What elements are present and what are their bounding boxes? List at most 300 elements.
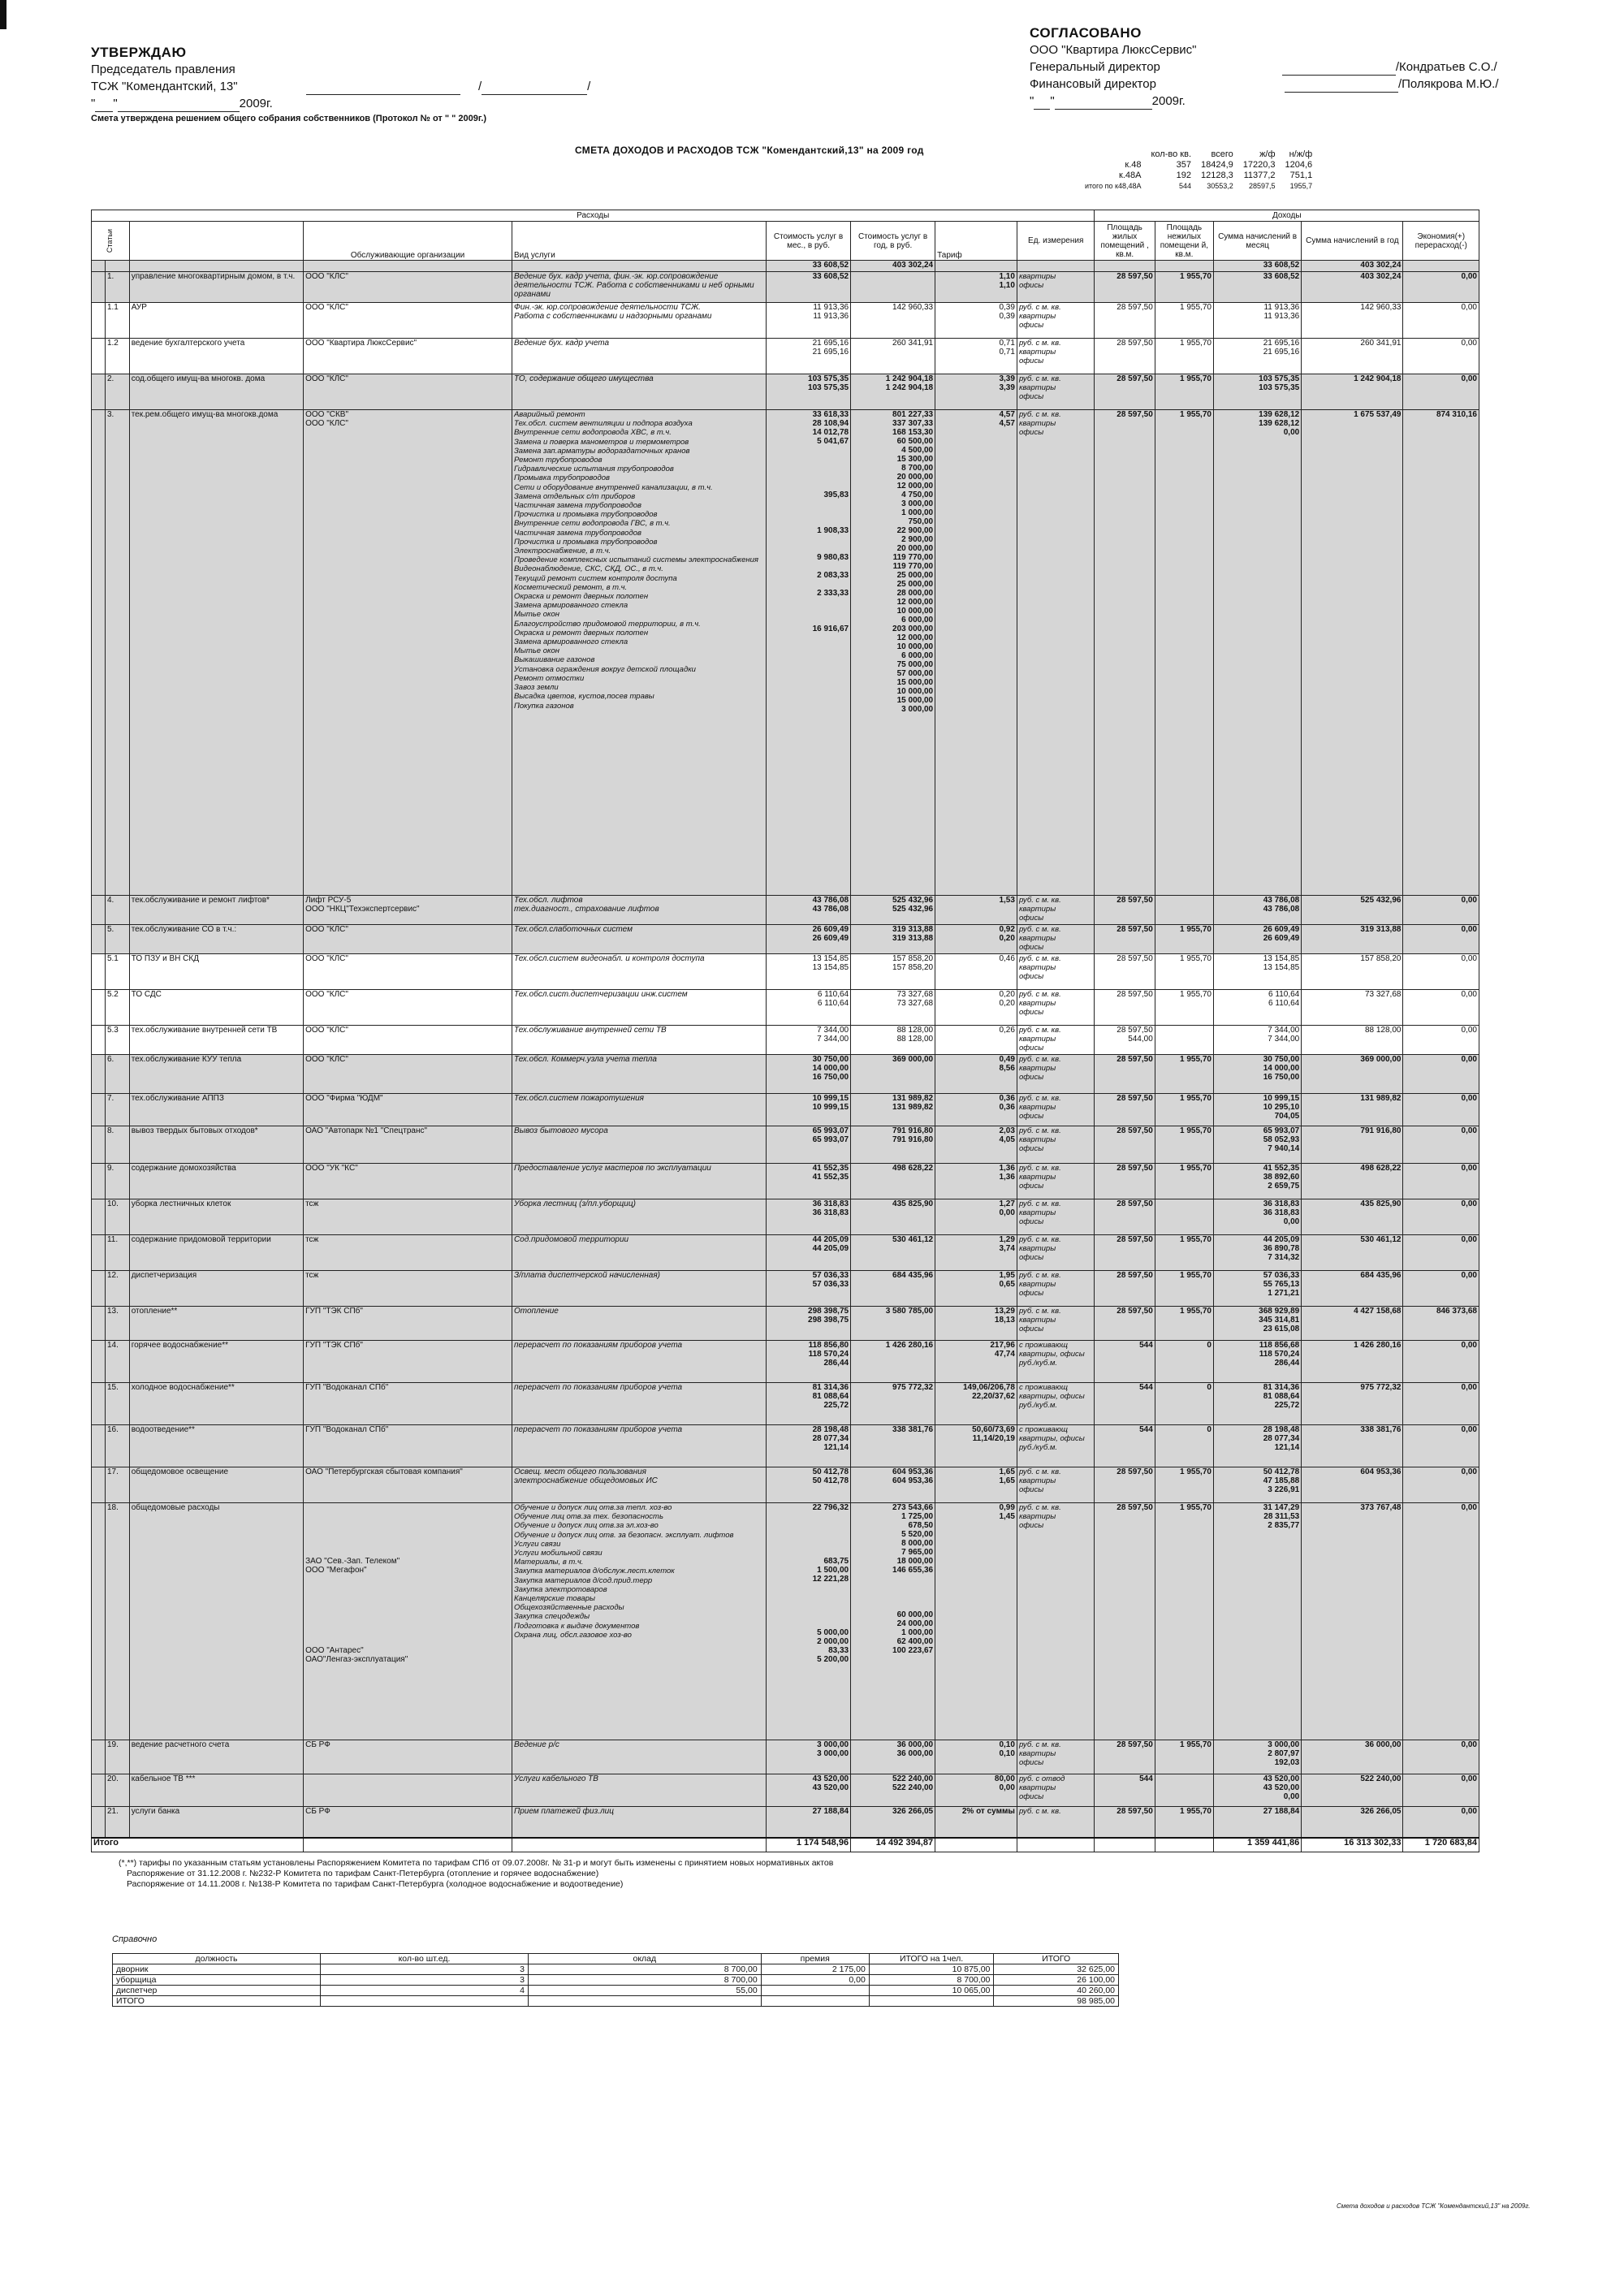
unit-of-measure: руб. с м. кв. квартиры офисы [1017,1235,1095,1271]
sum-year: 36 000,00 [1302,1740,1403,1774]
org-name: ОАО "Автопарк №1 "Спецтранс" [304,1126,512,1164]
area-residential: 28 597,50 [1095,1094,1155,1126]
article-name: ТО СДС [129,990,303,1026]
area-residential [1095,261,1155,272]
tariff-value: 0,10 0,10 [935,1740,1017,1774]
article-name: вывоз твердых бытовых отходов* [129,1126,303,1164]
economy-value: 0,00 [1403,1271,1479,1307]
cost-year: 530 461,12 [851,1235,935,1271]
cost-month: 118 856,80 118 570,24 286,44 [767,1341,851,1383]
economy-value: 0,00 [1403,1235,1479,1271]
cost-month: 57 036,33 57 036,33 [767,1271,851,1307]
org-name: ЗАО "Сев.-Зап. Телеком" ООО "Мегафон" ООО "Антарес" ОАО"Ленгаз-эксплуатация" [304,1503,512,1740]
area-nonresidential: 1 955,70 [1155,374,1213,410]
area-nonresidential [1155,1026,1213,1055]
cost-year: 791 916,80 791 916,80 [851,1126,935,1164]
num-marker [92,1740,106,1774]
tariff-value: 0,20 0,20 [935,990,1017,1026]
header-cost-month: Стоимость услуг в мес., в руб. [767,222,851,261]
area-nonresidential: 1 955,70 [1155,1164,1213,1199]
tariff-value: 1,29 3,74 [935,1235,1017,1271]
area-nonresidential: 1 955,70 [1155,954,1213,990]
approve-block-left [91,44,676,112]
service-description: Фин.-эк. юр.сопровождение деятельности ТСЖ. Работа с собственниками и надзорными органами [512,303,766,339]
num-marker [92,410,106,896]
tariff-value: 50,60/73,69 11,14/20,19 [935,1425,1017,1467]
group-expenses: Расходы [92,210,1095,222]
table-row [92,1341,1479,1383]
unit-of-measure: руб. с м. кв. [1017,1807,1095,1838]
total-label: Итого [92,1838,304,1852]
approval-note: Смета утверждена решением общего собрания собственников (Протокол № от " " 2009г.) [91,114,487,123]
economy-value: 0,00 [1403,1026,1479,1055]
economy-value: 874 310,16 [1403,410,1479,896]
article-number: 9. [105,1164,129,1199]
area-nonresidential: 1 955,70 [1155,272,1213,303]
org-name: ООО "КЛС" [304,272,512,303]
economy-value: 846 373,68 [1403,1307,1479,1341]
article-name: управление многоквартирным домом, в т.ч. [129,272,303,303]
area-residential: 28 597,50 [1095,272,1155,303]
sum-year: 373 767,48 [1302,1503,1403,1740]
area-residential: 28 597,50 [1095,1126,1155,1164]
area-nonresidential: 0 [1155,1383,1213,1425]
cost-year: 498 628,22 [851,1164,935,1199]
economy-value: 0,00 [1403,1199,1479,1235]
cost-year: 684 435,96 [851,1271,935,1307]
sum-year: 1 242 904,18 [1302,374,1403,410]
sum-month: 28 198,48 28 077,34 121,14 [1213,1425,1301,1467]
sum-month: 11 913,36 11 913,36 [1213,303,1301,339]
article-name: сод.общего имущ-ва многокв. дома [129,374,303,410]
cost-year: 319 313,88 319 313,88 [851,925,935,954]
area-residential: 28 597,50 [1095,990,1155,1026]
tariff-value: 217,96 47,74 [935,1341,1017,1383]
approve-line-1: Председатель правления [91,63,235,76]
table-row [92,339,1479,374]
table-row [92,1467,1479,1503]
area-residential: 28 597,50 [1095,896,1155,925]
sum-month: 21 695,16 21 695,16 [1213,339,1301,374]
table-row [92,1383,1479,1425]
cost-month: 65 993,07 65 993,07 [767,1126,851,1164]
article-number: 10. [105,1199,129,1235]
table-row [92,1807,1479,1838]
org-name: ГУП "ТЭК СПб" [304,1341,512,1383]
cost-month: 43 520,00 43 520,00 [767,1774,851,1807]
sum-month: 368 929,89 345 314,81 23 615,08 [1213,1307,1301,1341]
article-number: 16. [105,1425,129,1467]
sum-month: 118 856,68 118 570,24 286,44 [1213,1341,1301,1383]
tariff-value: 1,10 1,10 [935,272,1017,303]
budget-table [91,210,1479,1852]
cost-month: 44 205,09 44 205,09 [767,1235,851,1271]
approve-block-right [1030,24,1533,110]
article-number: 5.3 [105,1026,129,1055]
economy-value: 0,00 [1403,990,1479,1026]
reference-title: Справочно [112,1934,158,1944]
ref-row: ИТОГО 98 985,00 [113,1996,1119,2007]
sum-year: 530 461,12 [1302,1235,1403,1271]
unit-of-measure: руб. с м. кв. квартиры офисы [1017,1740,1095,1774]
area-residential: 28 597,50 [1095,1055,1155,1094]
area-residential: 28 597,50 [1095,339,1155,374]
org-name: ООО "КЛС" [304,1026,512,1055]
sum-year: 525 432,96 [1302,896,1403,925]
org-name: ООО "КЛС" [304,990,512,1026]
service-description [512,261,766,272]
cost-month: 22 796,32 683,75 1 500,00 12 221,28 5 000,00 2 000,00 83,33 5 200,00 [767,1503,851,1740]
tariff-value: 0,49 8,56 [935,1055,1017,1094]
unit-of-measure: руб. с м. кв. квартиры офисы [1017,990,1095,1026]
article-name: ведение расчетного счета [129,1740,303,1774]
sum-month: 3 000,00 2 807,97 192,03 [1213,1740,1301,1774]
sum-month: 103 575,35 103 575,35 [1213,374,1301,410]
num-marker [92,1094,106,1126]
num-marker [92,1235,106,1271]
economy-value: 0,00 [1403,303,1479,339]
unit-of-measure: руб. с м. кв. квартиры офисы [1017,925,1095,954]
economy-value: 0,00 [1403,1807,1479,1838]
article-name: общедомовое освещение [129,1467,303,1503]
area-residential: 28 597,50 [1095,374,1155,410]
signature-line [306,83,460,95]
cost-month: 41 552,35 41 552,35 [767,1164,851,1199]
sum-year: 319 313,88 [1302,925,1403,954]
tariff-value: 1,95 0,65 [935,1271,1017,1307]
unit-of-measure: руб. с м. кв. квартиры офисы [1017,339,1095,374]
org-name: Лифт РСУ-5 ООО "НКЦ"Техэкспертсервис" [304,896,512,925]
table-row [92,1164,1479,1199]
article-name: тек.обслуживание и ремонт лифтов* [129,896,303,925]
unit-of-measure: руб. с м. кв. квартиры офисы [1017,1055,1095,1094]
article-number: 2. [105,374,129,410]
cost-year: 369 000,00 [851,1055,935,1094]
num-marker [92,990,106,1026]
cost-month: 11 913,36 11 913,36 [767,303,851,339]
article-name [129,261,303,272]
agree-line-2: Генеральный директор /Кондратьев С.О./ [1030,60,1497,74]
economy-value: 0,00 [1403,896,1479,925]
org-name: ООО "СКВ" ООО "КЛС" [304,410,512,896]
sum-year: 326 266,05 [1302,1807,1403,1838]
area-residential: 28 597,50 [1095,303,1155,339]
service-description: Тех.обсл. Коммерч.узла учета тепла [512,1055,766,1094]
tariff-value: 0,99 1,45 [935,1503,1017,1740]
sum-month: 31 147,29 28 311,53 2 835,77 [1213,1503,1301,1740]
table-row [92,261,1479,272]
org-name: ООО "УК "КС" [304,1164,512,1199]
cost-year: 142 960,33 [851,303,935,339]
cost-month: 298 398,75 298 398,75 [767,1307,851,1341]
tariff-value: 0,71 0,71 [935,339,1017,374]
footnote: Распоряжение от 31.12.2008 г. №232-Р Комитета по тарифам Санкт-Петербурга (отопление и горячее водоснабжение) [127,1869,599,1878]
cost-year: 525 432,96 525 432,96 [851,896,935,925]
table-row [92,1774,1479,1807]
article-name: услуги банка [129,1807,303,1838]
unit-of-measure: с проживающ квартиры, офисы руб./куб.м. [1017,1425,1095,1467]
total-economy: 1 720 683,84 [1403,1838,1479,1852]
org-name [304,261,512,272]
area-nonresidential: 1 955,70 [1155,1307,1213,1341]
area-residential: 28 597,50 [1095,1740,1155,1774]
economy-value: 0,00 [1403,1740,1479,1774]
org-name: ООО "Фирма "ЮДМ" [304,1094,512,1126]
header-economy: Экономия(+) перерасход(-) [1403,222,1479,261]
service-description: перерасчет по показаниям приборов учета [512,1341,766,1383]
article-number: 5.2 [105,990,129,1026]
sum-year: 142 960,33 [1302,303,1403,339]
agree-date-line: " " 2009г. [1030,94,1186,108]
sum-month: 50 412,78 47 185,88 3 226,91 [1213,1467,1301,1503]
economy-value: 0,00 [1403,1467,1479,1503]
area-residential: 28 597,50 [1095,1271,1155,1307]
org-name: тсж [304,1235,512,1271]
article-name: тек.обслуживание СО в т.ч.: [129,925,303,954]
service-description: Услуги кабельного ТВ [512,1774,766,1807]
num-marker [92,339,106,374]
article-name: кабельное ТВ *** [129,1774,303,1807]
article-name: холодное водоснабжение** [129,1383,303,1425]
article-number: 5. [105,925,129,954]
sum-year: 435 825,90 [1302,1199,1403,1235]
article-number: 6. [105,1055,129,1094]
area-nonresidential: 1 955,70 [1155,303,1213,339]
org-name: ООО "КЛС" [304,954,512,990]
sum-year: 131 989,82 [1302,1094,1403,1126]
article-name: содержание домохозяйства [129,1164,303,1199]
document-title: СМЕТА ДОХОДОВ И РАСХОДОВ ТСЖ "Комендантский,13" на 2009 год [575,145,924,156]
cost-month: 33 608,52 [767,272,851,303]
economy-value: 0,00 [1403,1383,1479,1425]
tariff-value: 0,46 [935,954,1017,990]
cost-month: 103 575,35 103 575,35 [767,374,851,410]
ref-header: ИТОГО [994,1954,1119,1964]
cost-year: 1 426 280,16 [851,1341,935,1383]
cost-month: 6 110,64 6 110,64 [767,990,851,1026]
area-residential: 544 [1095,1341,1155,1383]
unit-of-measure: руб. с м. кв. квартиры офисы [1017,1026,1095,1055]
cost-year: 1 242 904,18 1 242 904,18 [851,374,935,410]
sum-year: 522 240,00 [1302,1774,1403,1807]
header-sum-month: Сумма начислений в месяц [1213,222,1301,261]
stats-header: н/ж/ф [1289,149,1313,159]
sum-year: 73 327,68 [1302,990,1403,1026]
agree-sign-2: /Полякрова М.Ю./ [1397,77,1499,91]
apartment-stats [1080,149,1317,192]
article-number: 1. [105,272,129,303]
header-name [129,222,303,261]
footnote: Распоряжение от 14.11.2008 г. №138-Р Комитета по тарифам Санкт-Петербурга (холодное водоснабжение и водоотведение) [127,1879,624,1889]
stats-row: к.48А 192 12128,3 11377,2 751,1 [1119,171,1313,180]
num-marker [92,1383,106,1425]
cost-month: 21 695,16 21 695,16 [767,339,851,374]
article-number: 15. [105,1383,129,1425]
num-marker [92,925,106,954]
tariff-value: 80,00 0,00 [935,1774,1017,1807]
cost-year: 338 381,76 [851,1425,935,1467]
area-residential: 28 597,50 [1095,954,1155,990]
stats-header: ж/ф [1259,149,1276,159]
org-name: тсж [304,1199,512,1235]
num-marker [92,1467,106,1503]
area-nonresidential [1155,896,1213,925]
sum-month: 6 110,64 6 110,64 [1213,990,1301,1026]
area-nonresidential: 1 955,70 [1155,1740,1213,1774]
header-area-nonres: Площадь нежилых помещени й, кв.м. [1155,222,1213,261]
service-description: Аварийный ремонт Тех.обсл. систем вентиляции и подпора воздуха Внутренние сети водопровода ХВС, в т.ч. Замена и поверка манометров и термометров Замена зап.арматуры водораздаточных кранов Ремонт трубопроводов Гидравлические испытания трубопроводов Промывка трубопроводов Сети и оборудование внутренней канализации, в т.ч. Замена отдельных с/т приборов Частичная замена трубопроводов Прочистка и промывка трубопроводов Внутренние сети водопровода ГВС, в т.ч. Частичная замена трубопроводов Прочистка и промывка трубопроводов Электроснабжение, в т.ч. Проведение комплексных испытаний системы электроснабжения Видеонаблюдение, СКС, СКД, ОС., в т.ч. Текущий ремонт систем контроля доступа Косметический ремонт, в т.ч. Окраска и ремонт дверных полотен Замена армированного стекла Мытье окон Благоустройство придомовой территории, в т.ч. Окраска и ремонт дверных полотен Замена армированного стекла Мытье окон Выкашивание газонов Установка ограждения вокруг детской площадки Ремонт отмостки Завоз земли Высадка цветов, кустов,посев травы Покупка газонов [512,410,766,896]
num-marker [92,272,106,303]
cost-year: 326 266,05 [851,1807,935,1838]
cost-year: 403 302,24 [851,261,935,272]
article-number: 18. [105,1503,129,1740]
footer-caption: Смета доходов и расходов ТСЖ "Комендантский,13" на 2009г. [1337,2202,1531,2210]
article-number: 7. [105,1094,129,1126]
area-residential: 28 597,50 [1095,1164,1155,1199]
article-name: диспетчеризация [129,1271,303,1307]
footnotes [119,1858,1337,1890]
area-residential: 28 597,50 [1095,925,1155,954]
approve-date-line: " " 2009г. [91,97,273,110]
service-description: Обучение и допуск лиц отв.за тепл. хоз-во Обучение лиц отв.за тех. безопасность Обучение и допуск лиц отв.за эл.хоз-во Обучение и допуск лиц отв. за безопасн. эксплуат. лифтов Услуги связи Услуги мобильной связи Материалы, в т.ч. Закупка материалов д/обслуж.лест.клеток Закупка материалов д/сод.прид.терр Закупка электротоваров Канцелярские товары Общехозяйственные расходы Закупка спецодежды Подготовка к выдаче документов Охрана лиц, обсл.газовое хоз-во [512,1503,766,1740]
sum-month: 10 999,15 10 295,10 704,05 [1213,1094,1301,1126]
num-marker [92,1341,106,1383]
table-row [92,1055,1479,1094]
sum-month: 65 993,07 58 052,93 7 940,14 [1213,1126,1301,1164]
cost-year: 88 128,00 88 128,00 [851,1026,935,1055]
tariff-value: 0,26 [935,1026,1017,1055]
num-marker [92,1164,106,1199]
cost-month: 33 618,33 28 108,94 14 012,78 5 041,67 395,83 1 908,33 9 980,83 2 083,33 2 333,33 16 916,67 [767,410,851,896]
group-income: Доходы [1095,210,1479,222]
unit-of-measure: руб. с м. кв. квартиры офисы [1017,303,1095,339]
tariff-value: 3,39 3,39 [935,374,1017,410]
article-number [105,261,129,272]
num-marker [92,261,106,272]
article-number: 20. [105,1774,129,1807]
org-name: ОАО "Петербургская сбытовая компания" [304,1467,512,1503]
table-row [92,925,1479,954]
tariff-value: 1,36 1,36 [935,1164,1017,1199]
sum-year: 157 858,20 [1302,954,1403,990]
unit-of-measure: руб. с м. кв. квартиры офисы [1017,410,1095,896]
total-cost-month: 1 174 548,96 [767,1838,851,1852]
unit-of-measure: руб. с м. кв. квартиры офисы [1017,1307,1095,1341]
unit-of-measure: руб. с отвод квартиры офисы [1017,1774,1095,1807]
header-service: Вид услуги [512,222,766,261]
staff-reference-table [112,1953,1119,2007]
cost-year: 435 825,90 [851,1199,935,1235]
sum-month: 33 608,52 [1213,272,1301,303]
org-name: ООО "Квартира ЛюксСервис" [304,339,512,374]
stats-header: всего [1211,149,1233,159]
table-row [92,1503,1479,1740]
cost-year: 73 327,68 73 327,68 [851,990,935,1026]
agree-line-1: ООО "Квартира ЛюксСервис" [1030,43,1197,57]
agree-line-3: Финансовый директор /Полякрова М.Ю./ [1030,77,1499,91]
sum-year: 791 916,80 [1302,1126,1403,1164]
cost-month: 3 000,00 3 000,00 [767,1740,851,1774]
economy-value: 0,00 [1403,272,1479,303]
cost-year: 522 240,00 522 240,00 [851,1774,935,1807]
header-area-res: Площадь жилых помещений , кв.м. [1095,222,1155,261]
cost-month: 36 318,83 36 318,83 [767,1199,851,1235]
unit-of-measure: руб. с м. кв. квартиры офисы [1017,1199,1095,1235]
area-nonresidential: 1 955,70 [1155,1055,1213,1094]
ref-row: дворник 3 8 700,00 2 175,00 10 875,00 32 625,00 [113,1964,1119,1975]
sum-year: 1 675 537,49 [1302,410,1403,896]
tariff-value: 149,06/206,78 22,20/37,62 [935,1383,1017,1425]
footnote: (*,**) тарифы по указанным статьям установлены Распоряжением Комитета по тарифам СПб от 09.07.2008г. № 31-р и могут быть изменены с принятием новых нормативных актов [119,1858,834,1868]
article-number: 4. [105,896,129,925]
area-residential: 544 [1095,1383,1155,1425]
sum-year: 975 772,32 [1302,1383,1403,1425]
cost-month: 28 198,48 28 077,34 121,14 [767,1425,851,1467]
area-residential: 28 597,50 [1095,1467,1155,1503]
sum-month: 26 609,49 26 609,49 [1213,925,1301,954]
service-description: Тех.обсл. лифтов тех.диагност., страхование лифтов [512,896,766,925]
total-row [92,1838,1479,1852]
ref-header: ИТОГО на 1чел. [869,1954,994,1964]
org-name: тсж [304,1271,512,1307]
article-name: водоотведение** [129,1425,303,1467]
area-nonresidential: 1 955,70 [1155,1235,1213,1271]
sum-year: 1 426 280,16 [1302,1341,1403,1383]
num-marker [92,1774,106,1807]
tariff-value: 0,39 0,39 [935,303,1017,339]
service-description: Ведение р/с [512,1740,766,1774]
table-row [92,1235,1479,1271]
stats-header: кол-во кв. [1151,149,1191,159]
cost-month: 33 608,52 [767,261,851,272]
service-description: Предоставление услуг мастеров по эксплуатации [512,1164,766,1199]
tariff-value: 2% от суммы [935,1807,1017,1838]
tariff-value: 1,53 [935,896,1017,925]
service-description: Уборка лестниц (з/пл.уборщиц) [512,1199,766,1235]
service-description: Освещ. мест общего пользования электроснабжение общедомовых ИС [512,1467,766,1503]
article-name: содержание придомовой территории [129,1235,303,1271]
area-nonresidential [1155,261,1213,272]
article-number: 1.1 [105,303,129,339]
cost-month: 13 154,85 13 154,85 [767,954,851,990]
stats-row: итого по к48,48А 544 30553,2 28597,5 1955,7 [1085,182,1313,190]
area-residential: 544 [1095,1425,1155,1467]
service-description: З/плата диспетчерской начисленная) [512,1271,766,1307]
num-marker [92,374,106,410]
area-nonresidential: 1 955,70 [1155,1271,1213,1307]
service-description: Вывоз бытового мусора [512,1126,766,1164]
org-name: СБ РФ [304,1740,512,1774]
economy-value: 0,00 [1403,925,1479,954]
org-name: ООО "КЛС" [304,374,512,410]
table-row [92,1199,1479,1235]
cost-year: 131 989,82 131 989,82 [851,1094,935,1126]
unit-of-measure: руб. с м. кв. квартиры офисы [1017,1467,1095,1503]
service-description: Тех.обсл.систем пожаротушения [512,1094,766,1126]
area-nonresidential: 1 955,70 [1155,990,1213,1026]
unit-of-measure: руб. с м. кв. квартиры офисы [1017,1503,1095,1740]
area-nonresidential: 1 955,70 [1155,1807,1213,1838]
ref-header: должность [113,1954,321,1964]
sum-month: 81 314,36 81 088,64 225,72 [1213,1383,1301,1425]
cost-month: 26 609,49 26 609,49 [767,925,851,954]
cost-month: 27 188,84 [767,1807,851,1838]
unit-of-measure: квартиры офисы [1017,272,1095,303]
unit-of-measure: руб. с м. кв. квартиры офисы [1017,1164,1095,1199]
article-name: ТО ПЗУ и ВН СКД [129,954,303,990]
num-marker [92,1307,106,1341]
article-number: 13. [105,1307,129,1341]
